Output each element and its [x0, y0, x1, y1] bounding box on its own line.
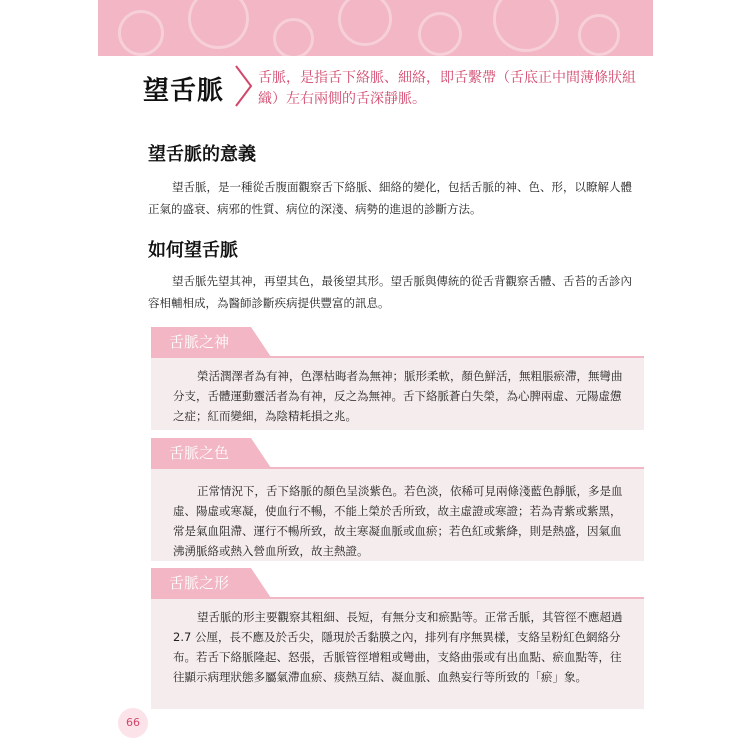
- section-heading-how: 如何望舌脈: [148, 240, 238, 261]
- section-heading-meaning: 望舌脈的意義: [148, 144, 256, 165]
- tab-label: 舌脈之形: [169, 574, 230, 592]
- info-box-text: 榮活潤澤者為有神，色澤枯晦者為無神；脈形柔軟，顏色鮮活，無粗脹瘀滯，無彎曲分支，舌體運動靈活者為有神，反之為無神。舌下絡脈蒼白失榮，為心脾兩虛、元陽虛憊之症；紅而變細，為陰精耗損之兆。: [173, 369, 623, 423]
- info-box-text: 正常情況下，舌下絡脈的顏色呈淡紫色。若色淡，依稀可見兩條淺藍色靜脈，多是血虛、陽虛或寒凝，使血行不暢，不能上榮於舌所致，故主虛證或寒證；若為青紫或紫黑，常是氣血阻滯、運行不暢所致，故主寒凝血脈或血瘀；若色紅或紫絳，則是熱盛，因氣血沸湧脈絡或熱入營血所致，故主熱證。: [173, 484, 623, 558]
- header: [143, 62, 648, 110]
- tab-label: 舌脈之色: [169, 444, 230, 462]
- section-paragraph-meaning: 望舌脈，是一種從舌腹面觀察舌下絡脈、細絡的變化，包括舌脈的神、色、形，以瞭解人體正氣的盛衰、病邪的性質、病位的深淺、病勢的進退的診斷方法。: [148, 180, 632, 216]
- info-box-text: 望舌脈的形主要觀察其粗細、長短，有無分支和瘀點等。正常舌脈，其管徑不應超過 2.7 公厘，長不應及於舌尖，隱現於舌黏膜之內，排列有序無異樣，支絡呈粉紅色網絡分布。若舌下絡脈隆起、怒張，舌脈管徑增粗或彎曲，支絡曲張或有出血點、瘀血點等，往往顯示病理狀態多屬氣滯血瘀、痰熱互結、凝血脈、血熱妄行等所致的「瘀」象。: [173, 610, 623, 684]
- info-box-spirit: [151, 358, 644, 430]
- page-title: 望舌脈: [143, 76, 225, 106]
- tab-shape-section: [151, 568, 271, 598]
- info-box-shape: [151, 599, 644, 709]
- chevron-right-icon: [233, 62, 255, 110]
- tab-color: [151, 438, 271, 468]
- tab-label: 舌脈之神: [169, 333, 230, 351]
- info-box-color: [151, 469, 644, 561]
- section-paragraph-how: 望舌脈先望其神，再望其色，最後望其形。望舌脈與傳統的從舌背觀察舌體、舌苔的舌診內容相輔相成，為醫師診斷疾病提供豐富的訊息。: [148, 274, 632, 310]
- header-description: 舌脈，是指舌下絡脈、細絡，即舌繫帶（舌底正中間薄條狀組織）左右兩側的舌深靜脈。: [258, 70, 636, 107]
- page-number: 66: [118, 708, 148, 738]
- tab-spirit: [151, 327, 271, 357]
- top-decorative-banner: [98, 0, 653, 56]
- book-page: [98, 0, 653, 750]
